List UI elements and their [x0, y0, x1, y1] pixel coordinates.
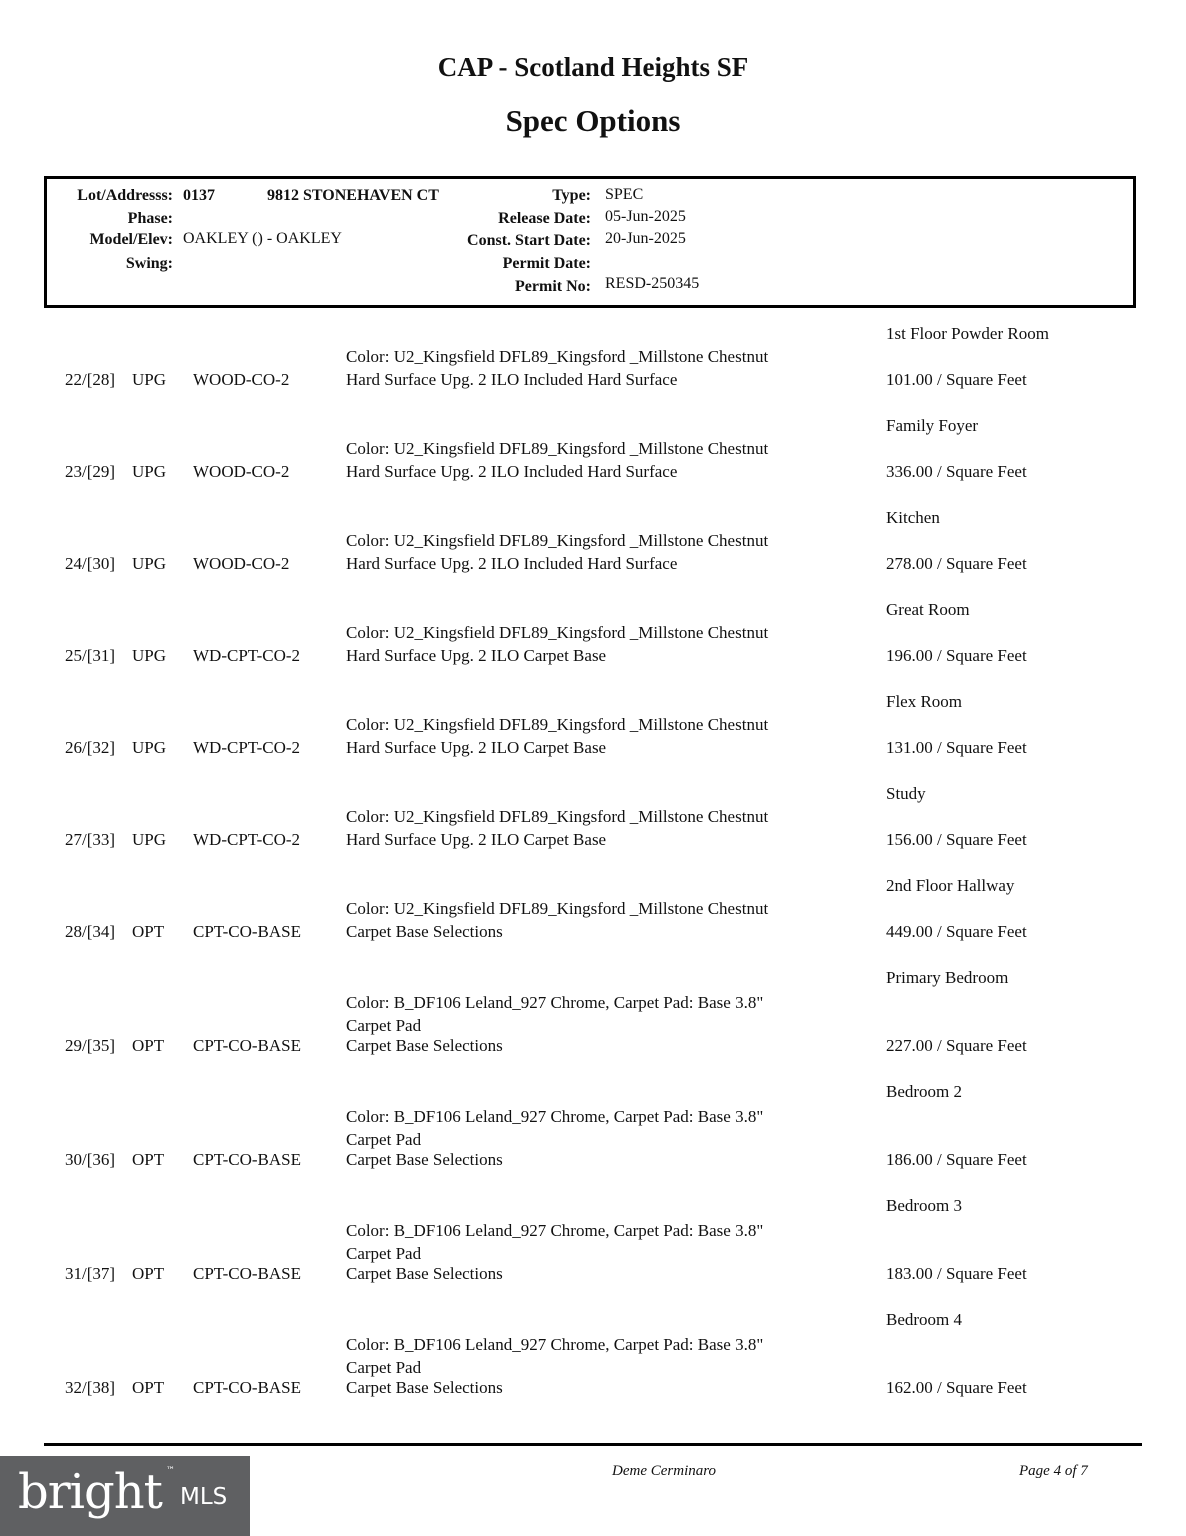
option-code: CPT-CO-BASE — [193, 1036, 302, 1055]
option-color-block — [346, 1105, 763, 1151]
option-room: 2nd Floor Hallway — [886, 876, 1015, 895]
option-description: Carpet Base Selections — [346, 922, 503, 941]
permit-date-label: Permit Date: — [502, 255, 591, 272]
option-code: WD-CPT-CO-2 — [193, 646, 301, 665]
option-row — [0, 870, 1186, 962]
option-room: Bedroom 4 — [886, 1310, 963, 1329]
option-room: Primary Bedroom — [886, 968, 1009, 987]
options-list — [0, 318, 1186, 1418]
option-quantity: 186.00 / Square Feet — [886, 1150, 1027, 1169]
option-type: OPT — [132, 1036, 165, 1055]
footer-divider — [44, 1443, 1142, 1446]
option-type: OPT — [132, 922, 165, 941]
option-row — [0, 686, 1186, 778]
option-room: Study — [886, 784, 926, 803]
option-color: Color: B_DF106 Leland_927 Chrome, Carpet Pad: Base 3.8" — [346, 993, 764, 1012]
phase-label: Phase: — [127, 210, 173, 227]
option-code: WOOD-CO-2 — [193, 370, 290, 389]
option-quantity: 131.00 / Square Feet — [886, 738, 1027, 757]
option-description: Hard Surface Upg. 2 ILO Included Hard Surface — [346, 370, 678, 389]
bright-mls-logo — [0, 1456, 250, 1536]
option-description: Hard Surface Upg. 2 ILO Carpet Base — [346, 830, 607, 849]
option-code: WOOD-CO-2 — [193, 462, 290, 481]
option-quantity: 336.00 / Square Feet — [886, 462, 1027, 481]
option-color: Color: B_DF106 Leland_927 Chrome, Carpet Pad: Base 3.8" — [346, 1107, 764, 1126]
option-color: Color: U2_Kingsfield DFL89_Kingsford _Millstone Chestnut — [346, 715, 769, 734]
logo-trademark: ™ — [166, 1466, 175, 1476]
option-description: Carpet Base Selections — [346, 1378, 503, 1397]
option-code: WOOD-CO-2 — [193, 554, 290, 573]
option-type: UPG — [132, 830, 167, 849]
footer-page-number: Page 4 of 7 — [1019, 1463, 1088, 1479]
option-type: OPT — [132, 1150, 165, 1169]
option-color-block — [346, 1333, 763, 1379]
option-code: CPT-CO-BASE — [193, 1264, 302, 1283]
option-color-block — [346, 1219, 763, 1265]
option-quantity: 156.00 / Square Feet — [886, 830, 1027, 849]
model-elev-value: OAKLEY () - OAKLEY — [183, 230, 342, 247]
option-number: 29/[35] — [65, 1036, 116, 1055]
option-number: 30/[36] — [65, 1150, 116, 1169]
option-code: CPT-CO-BASE — [193, 1150, 302, 1169]
option-type: UPG — [132, 370, 167, 389]
option-room: 1st Floor Powder Room — [886, 324, 1049, 343]
type-value: SPEC — [605, 186, 644, 203]
logo-wordmark: bright — [18, 1464, 162, 1520]
option-color: Color: B_DF106 Leland_927 Chrome, Carpet Pad: Base 3.8" — [346, 1335, 764, 1354]
option-quantity: 196.00 / Square Feet — [886, 646, 1027, 665]
option-description: Hard Surface Upg. 2 ILO Included Hard Surface — [346, 554, 678, 573]
option-number: 31/[37] — [65, 1264, 116, 1283]
option-number: 24/[30] — [65, 554, 116, 573]
option-color-continued: Carpet Pad — [346, 1130, 422, 1149]
swing-label: Swing: — [125, 255, 173, 272]
option-color: Color: U2_Kingsfield DFL89_Kingsford _Millstone Chestnut — [346, 531, 769, 550]
option-row — [0, 778, 1186, 870]
const-start-value: 20-Jun-2025 — [605, 230, 686, 247]
option-description: Hard Surface Upg. 2 ILO Included Hard Surface — [346, 462, 678, 481]
release-date-value: 05-Jun-2025 — [605, 208, 686, 225]
option-description: Carpet Base Selections — [346, 1150, 503, 1169]
option-room: Great Room — [886, 600, 970, 619]
option-number: 22/[28] — [65, 370, 116, 389]
option-type: OPT — [132, 1264, 165, 1283]
model-elev-label: Model/Elev: — [89, 231, 173, 248]
option-description: Carpet Base Selections — [346, 1036, 503, 1055]
permit-no-value: RESD-250345 — [605, 275, 700, 292]
option-type: UPG — [132, 554, 167, 573]
option-number: 26/[32] — [65, 738, 116, 757]
option-description: Hard Surface Upg. 2 ILO Carpet Base — [346, 646, 607, 665]
option-quantity: 278.00 / Square Feet — [886, 554, 1027, 573]
option-code: CPT-CO-BASE — [193, 922, 302, 941]
option-color: Color: U2_Kingsfield DFL89_Kingsford _Millstone Chestnut — [346, 439, 769, 458]
option-number: 23/[29] — [65, 462, 116, 481]
type-label: Type: — [552, 187, 591, 204]
option-code: CPT-CO-BASE — [193, 1378, 302, 1397]
option-number: 28/[34] — [65, 922, 116, 941]
option-description: Hard Surface Upg. 2 ILO Carpet Base — [346, 738, 607, 757]
option-quantity: 449.00 / Square Feet — [886, 922, 1027, 941]
option-number: 27/[33] — [65, 830, 116, 849]
lot-info-box — [44, 176, 1136, 308]
lot-address-label: Lot/Addresss: — [77, 187, 173, 204]
option-type: OPT — [132, 1378, 165, 1397]
const-start-label: Const. Start Date: — [467, 232, 591, 249]
option-room: Flex Room — [886, 692, 963, 711]
option-description: Carpet Base Selections — [346, 1264, 503, 1283]
logo-mls-text: MLS — [180, 1484, 228, 1510]
option-number: 32/[38] — [65, 1378, 116, 1397]
option-number: 25/[31] — [65, 646, 116, 665]
option-row — [0, 594, 1186, 686]
document-subtitle: Spec Options — [505, 103, 681, 138]
option-code: WD-CPT-CO-2 — [193, 830, 301, 849]
option-color-continued: Carpet Pad — [346, 1358, 422, 1377]
option-row — [0, 410, 1186, 502]
option-room: Kitchen — [886, 508, 940, 527]
option-quantity: 101.00 / Square Feet — [886, 370, 1027, 389]
footer-name: Deme Cerminaro — [612, 1463, 717, 1479]
option-color-block — [346, 991, 763, 1037]
option-row — [0, 1076, 1186, 1190]
release-date-label: Release Date: — [498, 210, 591, 227]
option-room: Bedroom 2 — [886, 1082, 963, 1101]
option-code: WD-CPT-CO-2 — [193, 738, 301, 757]
option-color: Color: B_DF106 Leland_927 Chrome, Carpet Pad: Base 3.8" — [346, 1221, 764, 1240]
option-row — [0, 318, 1186, 410]
option-color: Color: U2_Kingsfield DFL89_Kingsford _Millstone Chestnut — [346, 899, 769, 918]
option-quantity: 227.00 / Square Feet — [886, 1036, 1027, 1055]
option-quantity: 162.00 / Square Feet — [886, 1378, 1027, 1397]
option-quantity: 183.00 / Square Feet — [886, 1264, 1027, 1283]
option-color: Color: U2_Kingsfield DFL89_Kingsford _Millstone Chestnut — [346, 347, 769, 366]
option-row — [0, 962, 1186, 1076]
option-color: Color: U2_Kingsfield DFL89_Kingsford _Millstone Chestnut — [346, 623, 769, 642]
option-type: UPG — [132, 646, 167, 665]
option-room: Bedroom 3 — [886, 1196, 963, 1215]
lot-address: 9812 STONEHAVEN CT — [267, 187, 439, 204]
document-title: CAP - Scotland Heights SF — [437, 52, 749, 82]
lot-number: 0137 — [183, 187, 215, 204]
option-type: UPG — [132, 738, 167, 757]
option-room: Family Foyer — [886, 416, 979, 435]
option-type: UPG — [132, 462, 167, 481]
option-color-continued: Carpet Pad — [346, 1244, 422, 1263]
option-row — [0, 502, 1186, 594]
option-row — [0, 1190, 1186, 1304]
option-color: Color: U2_Kingsfield DFL89_Kingsford _Millstone Chestnut — [346, 807, 769, 826]
option-color-continued: Carpet Pad — [346, 1016, 422, 1035]
permit-no-label: Permit No: — [515, 278, 591, 295]
option-row — [0, 1304, 1186, 1418]
